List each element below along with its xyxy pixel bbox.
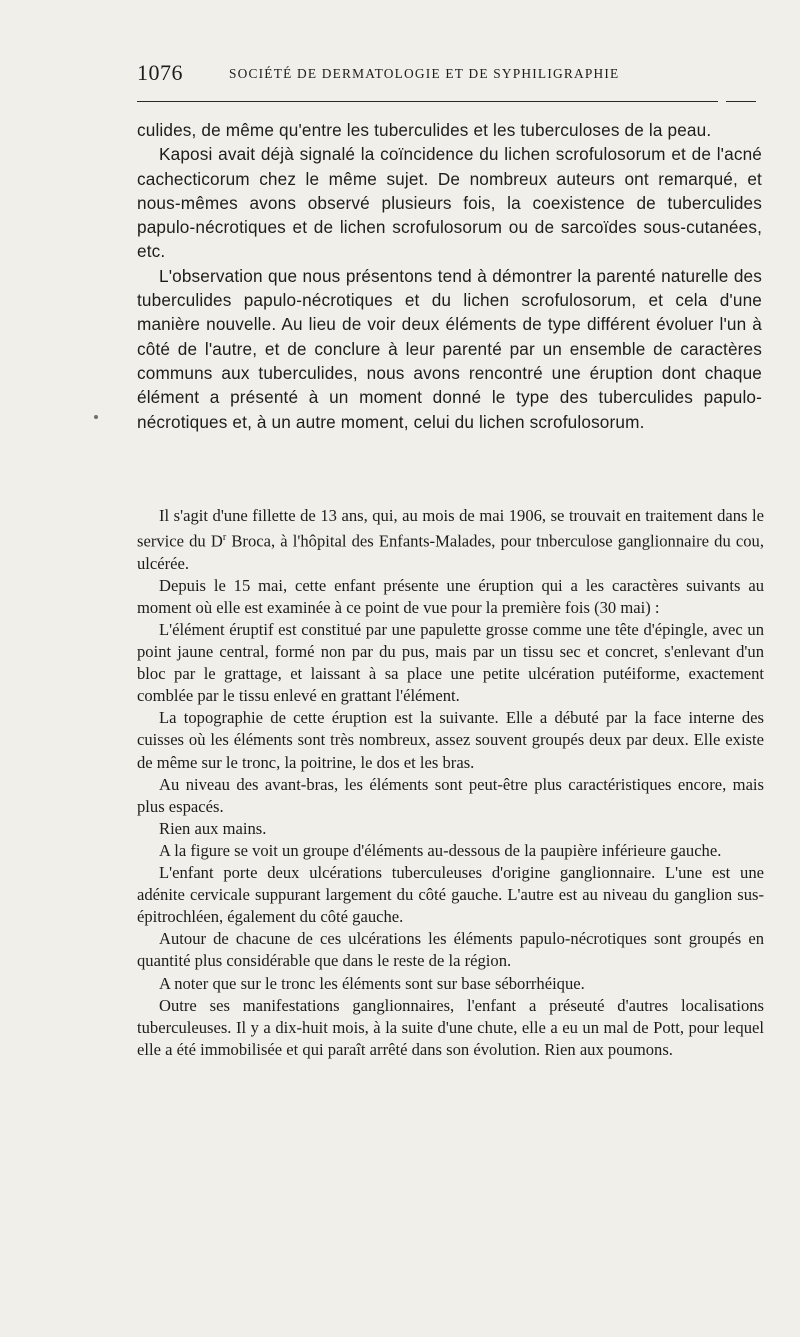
paragraph: Depuis le 15 mai, cette enfant présente une éruption qui a les caractères suivants au moment où elle est examinée à ce point de vue pour la première fois (30 mai) : [137, 575, 764, 617]
paragraph: L'enfant porte deux ulcérations tuberculeuses d'origine ganglionnaire. L'une est une adénite cervicale suppurant largement du côté gauche. L'autre est au niveau du ganglion sus-épitrochléen, également du côté gauche. [137, 863, 764, 927]
header-rule [137, 101, 718, 102]
page-number: 1076 [137, 60, 183, 85]
body-text-large [137, 118, 762, 434]
paragraph: Outre ses manifestations ganglionnaires, l'enfant a préseuté d'autres localisations tuberculeuses. Il y a dix-huit mois, à la suite d'une chute, elle a eu un mal de Pott, pour lequel elle a été immobilisée et qui paraît arrêté dans son évolution. Rien aux poumons. [137, 995, 764, 1059]
case-intro-start: Il s'agit d'une fillette de 13 ans, qui, au mois de mai 1906, se trouvait en traitement dans le service du D [137, 506, 764, 551]
case-report-text [137, 505, 764, 1061]
running-title: SOCIÉTÉ DE DERMATOLOGIE ET DE SYPHILIGRAPHIE [229, 66, 620, 81]
ink-speck [94, 415, 98, 419]
paragraph: Rien aux mains. [159, 818, 267, 838]
paragraph: L'élément éruptif est constitué par une papulette grosse comme une tête d'épingle, avec un point jaune central, formé non par du pus, mais par un tissu sec et concret, s'enlevant d'un bloc par le grattage, et laissant à sa place une petite ulcération putéiforme, exactement comblée par le tissu enlevé en grattant l'élément. [137, 620, 764, 706]
paragraph: La topographie de cette éruption est la suivante. Elle a débuté par la face interne des cuisses où les éléments sont très nombreux, assez souvent groupés deux par deux. Elle existe de même sur le tronc, la poitrine, le dos et les bras. [137, 708, 764, 772]
paragraph: L'observation que nous présentons tend à démontrer la parenté naturelle des tuberculides papulo-nécrotiques et du lichen scrofulosorum, et cela d'une manière nouvelle. Au lieu de voir deux éléments de type différent évoluer l'un à côté de l'autre, et de conclure à leur parenté par un ensemble de caractères communs aux tuberculides, nous avons rencontré une éruption dont chaque élément a présenté à un moment donné le type des tuberculides papulo-nécrotiques et, à un autre moment, celui du lichen scrofulosorum. [137, 265, 762, 432]
paragraph: Au niveau des avant-bras, les éléments sont peut-être plus caractéristiques encore, mais plus espacés. [137, 774, 764, 816]
case-intro-end: Broca, à l'hôpital des Enfants-Malades, pour tnberculose ganglionnaire du cou, ulcérée. [137, 531, 764, 573]
paragraph: Kaposi avait déjà signalé la coïncidence du lichen scrofulosorum et de l'acné cachecticorum chez le même sujet. De nombreux auteurs ont remarqué, et nous-mêmes avons observé plusieurs fois, la coexistence de tuberculides papulo-nécrotiques et de lichen scrofulosorum ou de sarcoïdes sous-cutanées, etc. [137, 144, 762, 262]
paragraph: culides, de même qu'entre les tuberculides et les tuberculoses de la peau. [137, 120, 712, 140]
page-header [137, 60, 757, 90]
paragraph: A la figure se voit un groupe d'éléments au-dessous de la paupière inférieure gauche. [159, 840, 722, 860]
paragraph: A noter que sur le tronc les éléments sont sur base séborrhéique. [159, 973, 585, 993]
superscript: r [222, 532, 227, 544]
paragraph: Autour de chacune de ces ulcérations les éléments papulo-nécrotiques sont groupés en quantité plus considérable que dans le reste de la région. [137, 929, 764, 971]
header-rule-end [726, 101, 756, 102]
case-intro-paragraph [137, 505, 764, 575]
